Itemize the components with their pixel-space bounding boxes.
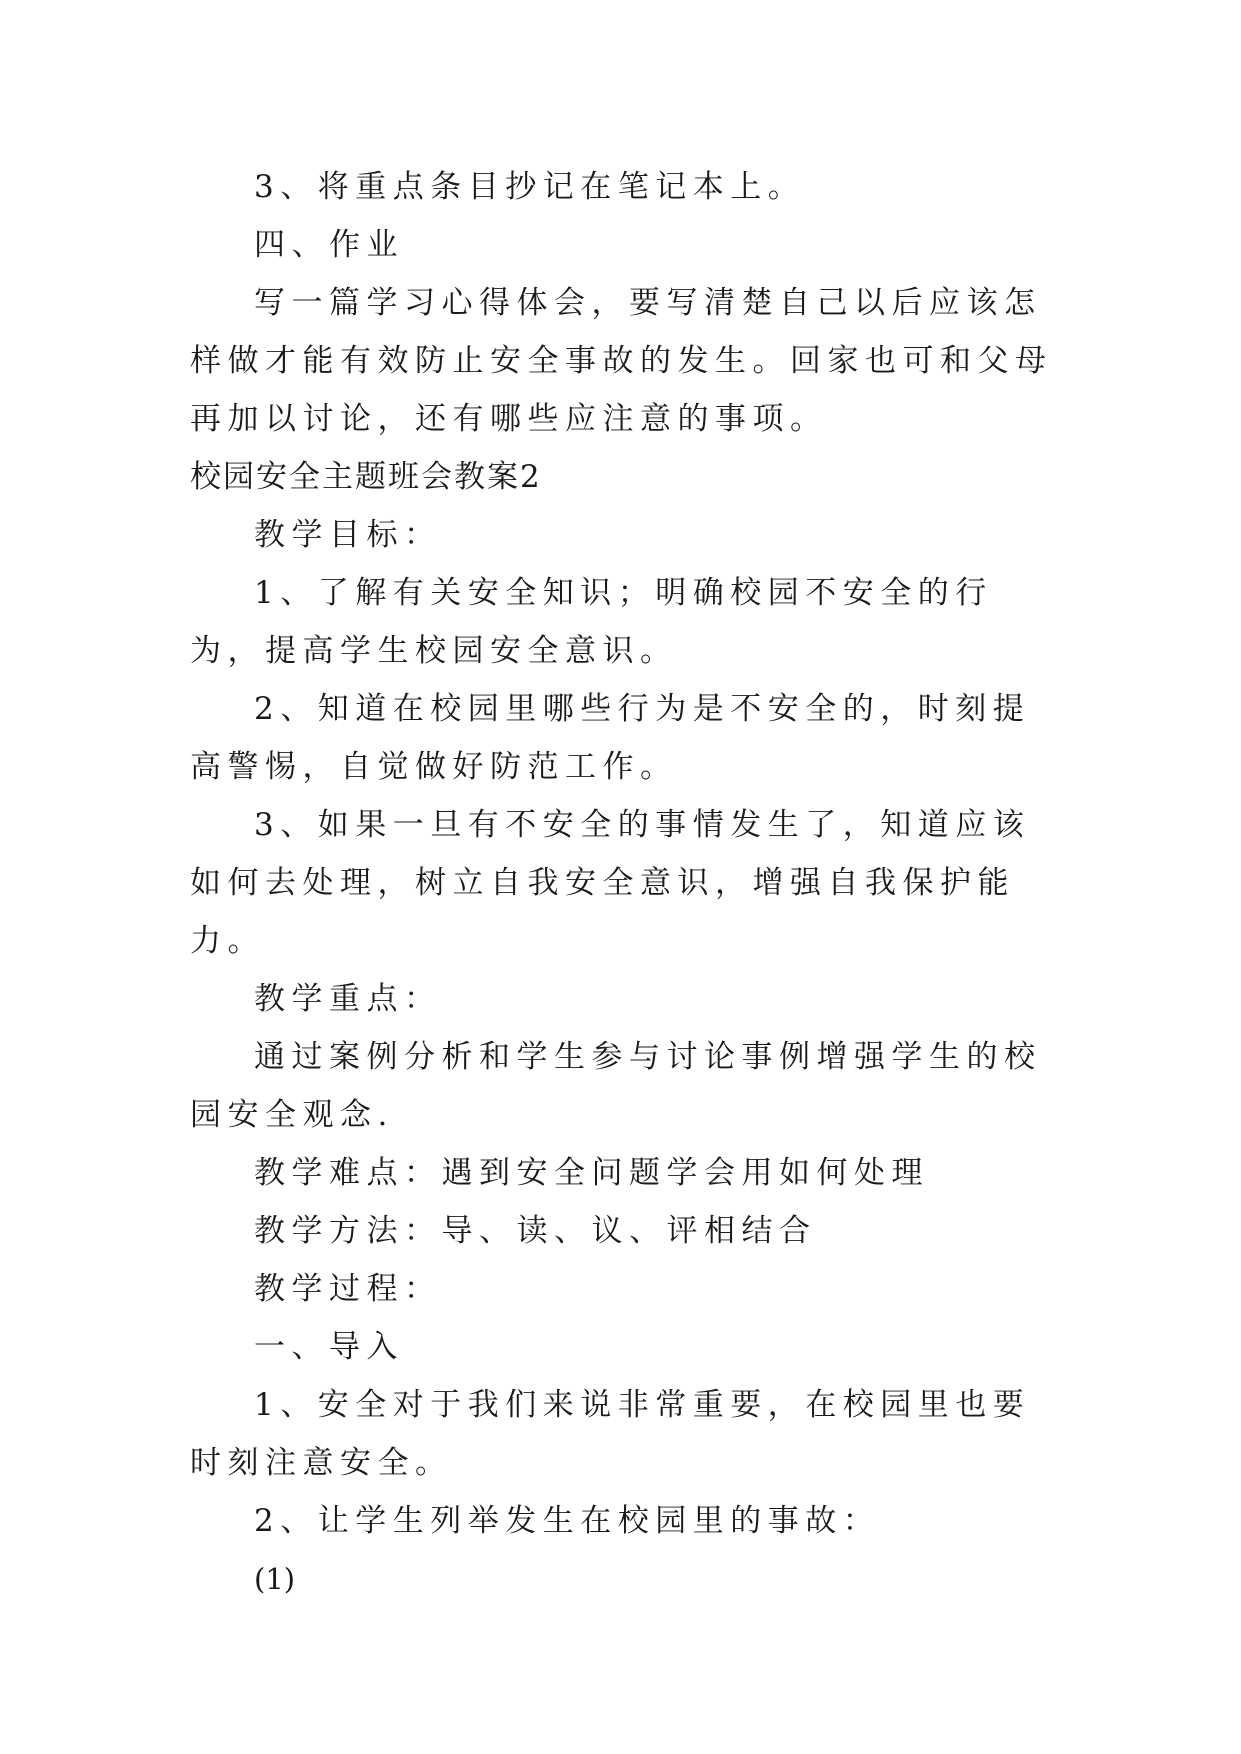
goal-item-1: 1、了解有关安全知识；明确校园不安全的行为，提高学生校园安全意识。: [190, 575, 993, 669]
label-teaching-goals: 教学目标：: [254, 517, 442, 553]
intro-item-2: 2、让学生列举发生在校园里的事故：: [254, 1503, 881, 1539]
paragraph-homework-detail: 写一篇学习心得体会，要写清楚自己以后应该怎样做才能有效防止安全事故的发生。回家也可和父母再加以讨论，还有哪些应注意的事项。: [190, 285, 1053, 437]
list-marker-1: (1): [254, 1562, 296, 1596]
intro-item-1: 1、安全对于我们来说非常重要，在校园里也要时刻注意安全。: [190, 1387, 1031, 1481]
document-page: [190, 158, 1060, 1608]
goal-item-3: 3、如果一旦有不安全的事情发生了，知道应该如何去处理，树立自我安全意识，增强自我保护能力。: [190, 807, 1031, 959]
paragraph-teaching-difficulty: 教学难点：遇到安全问题学会用如何处理: [254, 1155, 929, 1191]
lesson-plan-title: 校园安全主题班会教案2: [190, 459, 542, 495]
label-teaching-process: 教学过程：: [254, 1271, 442, 1307]
section-heading-introduction: 一、导入: [254, 1329, 404, 1365]
paragraph-step-3-notes: 3、将重点条目抄记在笔记本上。: [254, 169, 806, 205]
section-heading-homework: 四、作业: [254, 227, 404, 263]
paragraph-teaching-method: 教学方法：导、读、议、评相结合: [254, 1213, 817, 1249]
paragraph-teaching-focus: 通过案例分析和学生参与讨论事例增强学生的校园安全观念.: [190, 1039, 1042, 1133]
goal-item-2: 2、知道在校园里哪些行为是不安全的，时刻提高警惕，自觉做好防范工作。: [190, 691, 1031, 785]
label-teaching-focus: 教学重点：: [254, 981, 442, 1017]
